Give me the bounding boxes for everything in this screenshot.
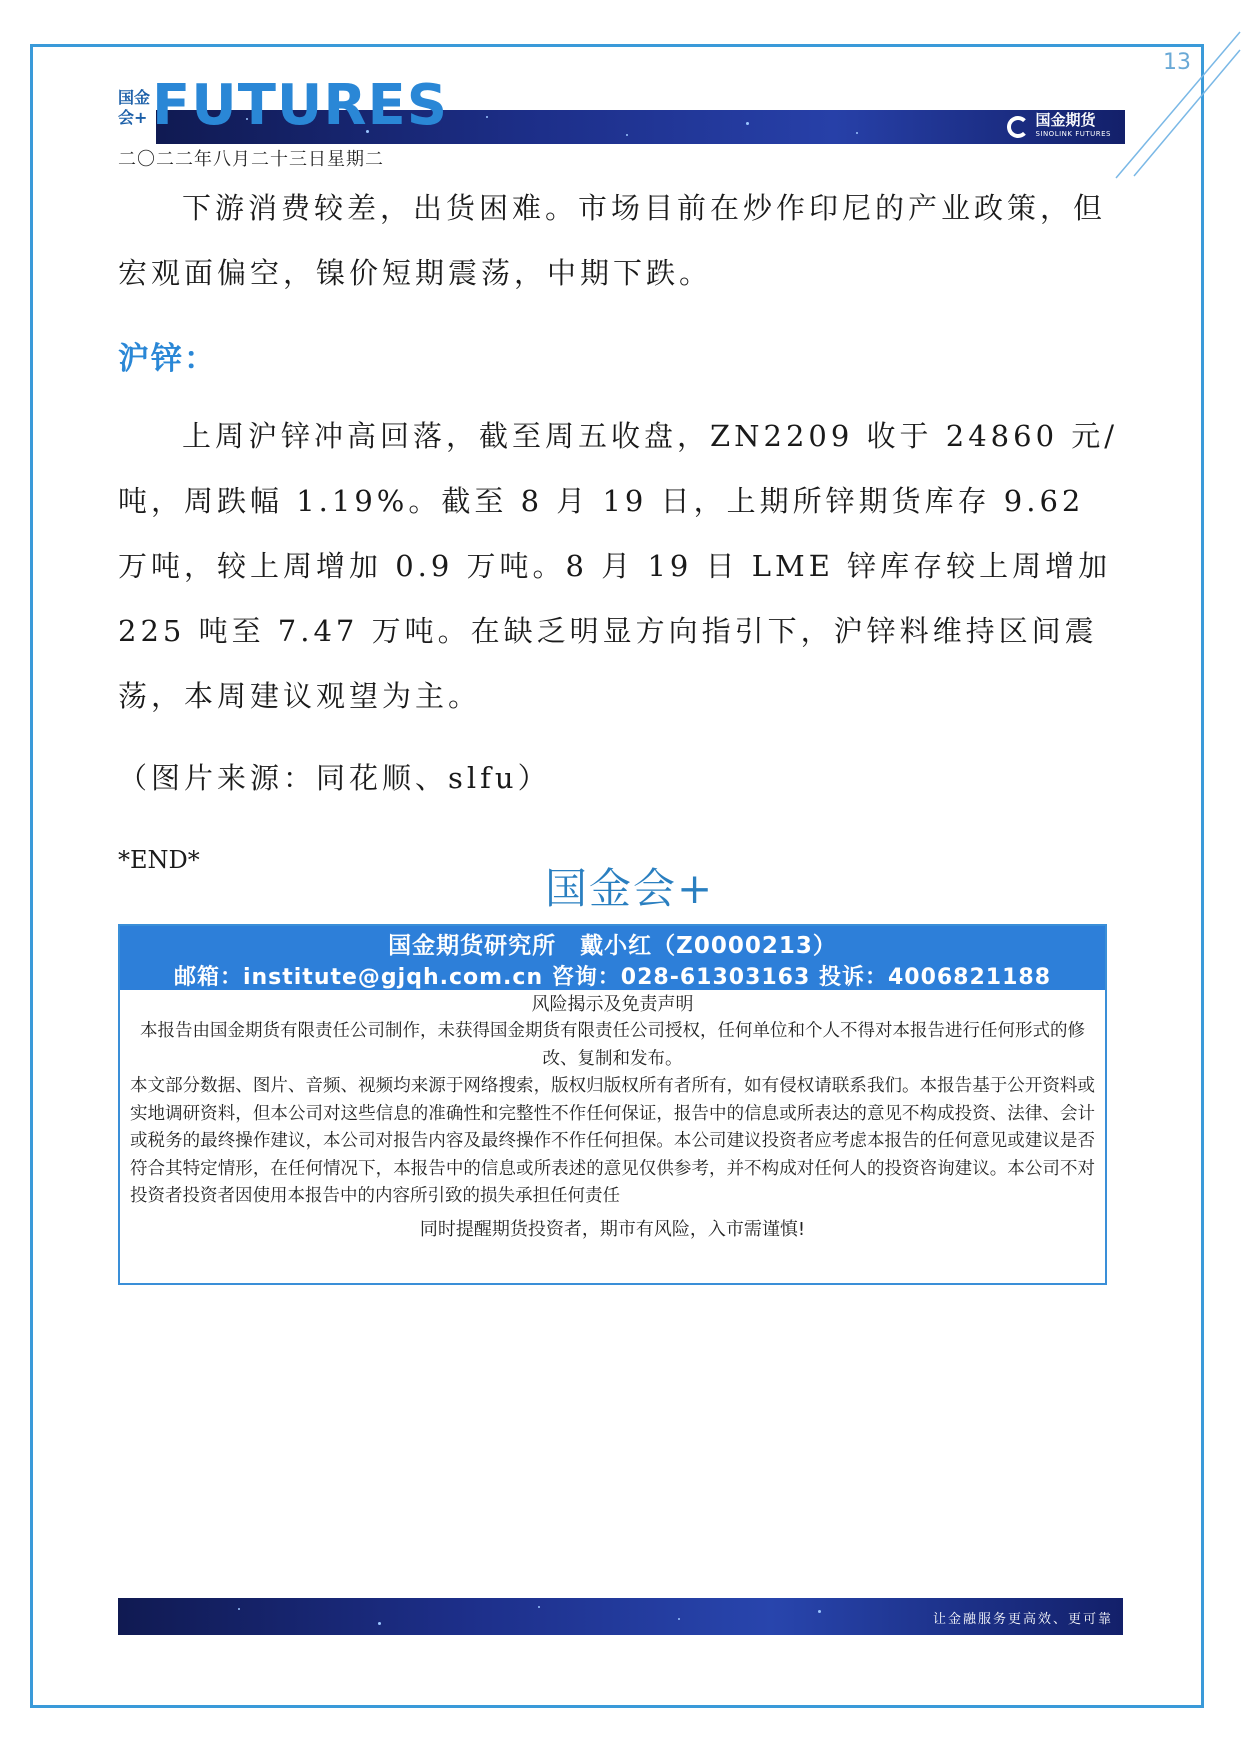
page-number: 13: [1163, 50, 1191, 75]
disclaimer-body: 本文部分数据、图片、音频、视频均来源于网络搜索，版权归版权所有者所有，如有侵权请联系我们。本报告基于公开资料或实地调研资料，但本公司对这些信息的准确性和完整性不作任何保证，报告中的信息或所表达的意见不构成投资、法律、会计或税务的最终操作建议，本公司对报告内容及最终操作不作任何担保。本公司建议投资者应考虑本报告的任何意见或建议是否符合其特定情形，在任何情况下，本报告中的信息或所表述的意见仅供参考，并不构成对任何人的投资咨询建议。本公司不对投资者投资者因使用本报告中的内容所引致的损失承担任何责任: [130, 1076, 1095, 1206]
nickel-paragraph: 下游消费较差，出货困难。市场目前在炒作印尼的产业政策，但宏观面偏空，镍价短期震荡，中期下跌。: [118, 191, 1107, 290]
zinc-paragraph: 上周沪锌冲高回落，截至周五收盘，ZN2209 收于 24860 元/吨，周跌幅 1.19%。截至 8 月 19 日，上期所锌期货库存 9.62 万吨，较上周增加 0.9 万吨。8 月 19 日 LME 锌库存较上周增加 225 吨至 7.47 万吨。在缺乏明显方向指引下，沪锌料维持区间震荡，本周建议观望为主。: [118, 419, 1119, 713]
contact-info-line: 邮箱：institute@gjqh.com.cn 咨询：028-61303163 投诉：4006821188: [173, 965, 1052, 990]
zinc-heading: 沪锌：: [118, 341, 217, 377]
end-mark: *END*: [118, 846, 200, 874]
club-name: 国金会+: [545, 864, 715, 913]
contact-header: [120, 926, 1105, 990]
company-logo: [1007, 113, 1111, 141]
logo-name-cn: 国金期货: [1035, 111, 1096, 129]
logo-mark-icon: [1007, 116, 1029, 138]
logo-name-en: SINOLINK FUTURES: [1035, 130, 1111, 138]
footer-slogan: 让金融服务更高效、更可靠: [932, 1612, 1113, 1627]
brand-futures-wordmark: FUTURES: [152, 73, 449, 138]
image-source-note: （图片来源：同花顺、slfu）: [118, 761, 551, 795]
report-date: 二〇二二年八月二十三日星期二: [118, 149, 384, 170]
disclaimer-box: [118, 924, 1107, 1285]
research-author-line: 国金期货研究所 戴小红（Z0000213）: [388, 933, 837, 959]
disclaimer-copyright: 本报告由国金期货有限责任公司制作，未获得国金期货有限责任公司授权，任何单位和个人不得对本报告进行任何形式的修改、复制和发布。: [140, 1021, 1085, 1069]
risk-warning: 同时提醒期货投资者，期市有风险，入市需谨慎!: [419, 1218, 806, 1240]
footer-band: [118, 1598, 1123, 1635]
brand-small-logo: 国金会+: [118, 88, 151, 127]
disclaimer-title: 风险揭示及免责声明: [531, 994, 694, 1015]
decorative-lines: [1110, 30, 1241, 180]
